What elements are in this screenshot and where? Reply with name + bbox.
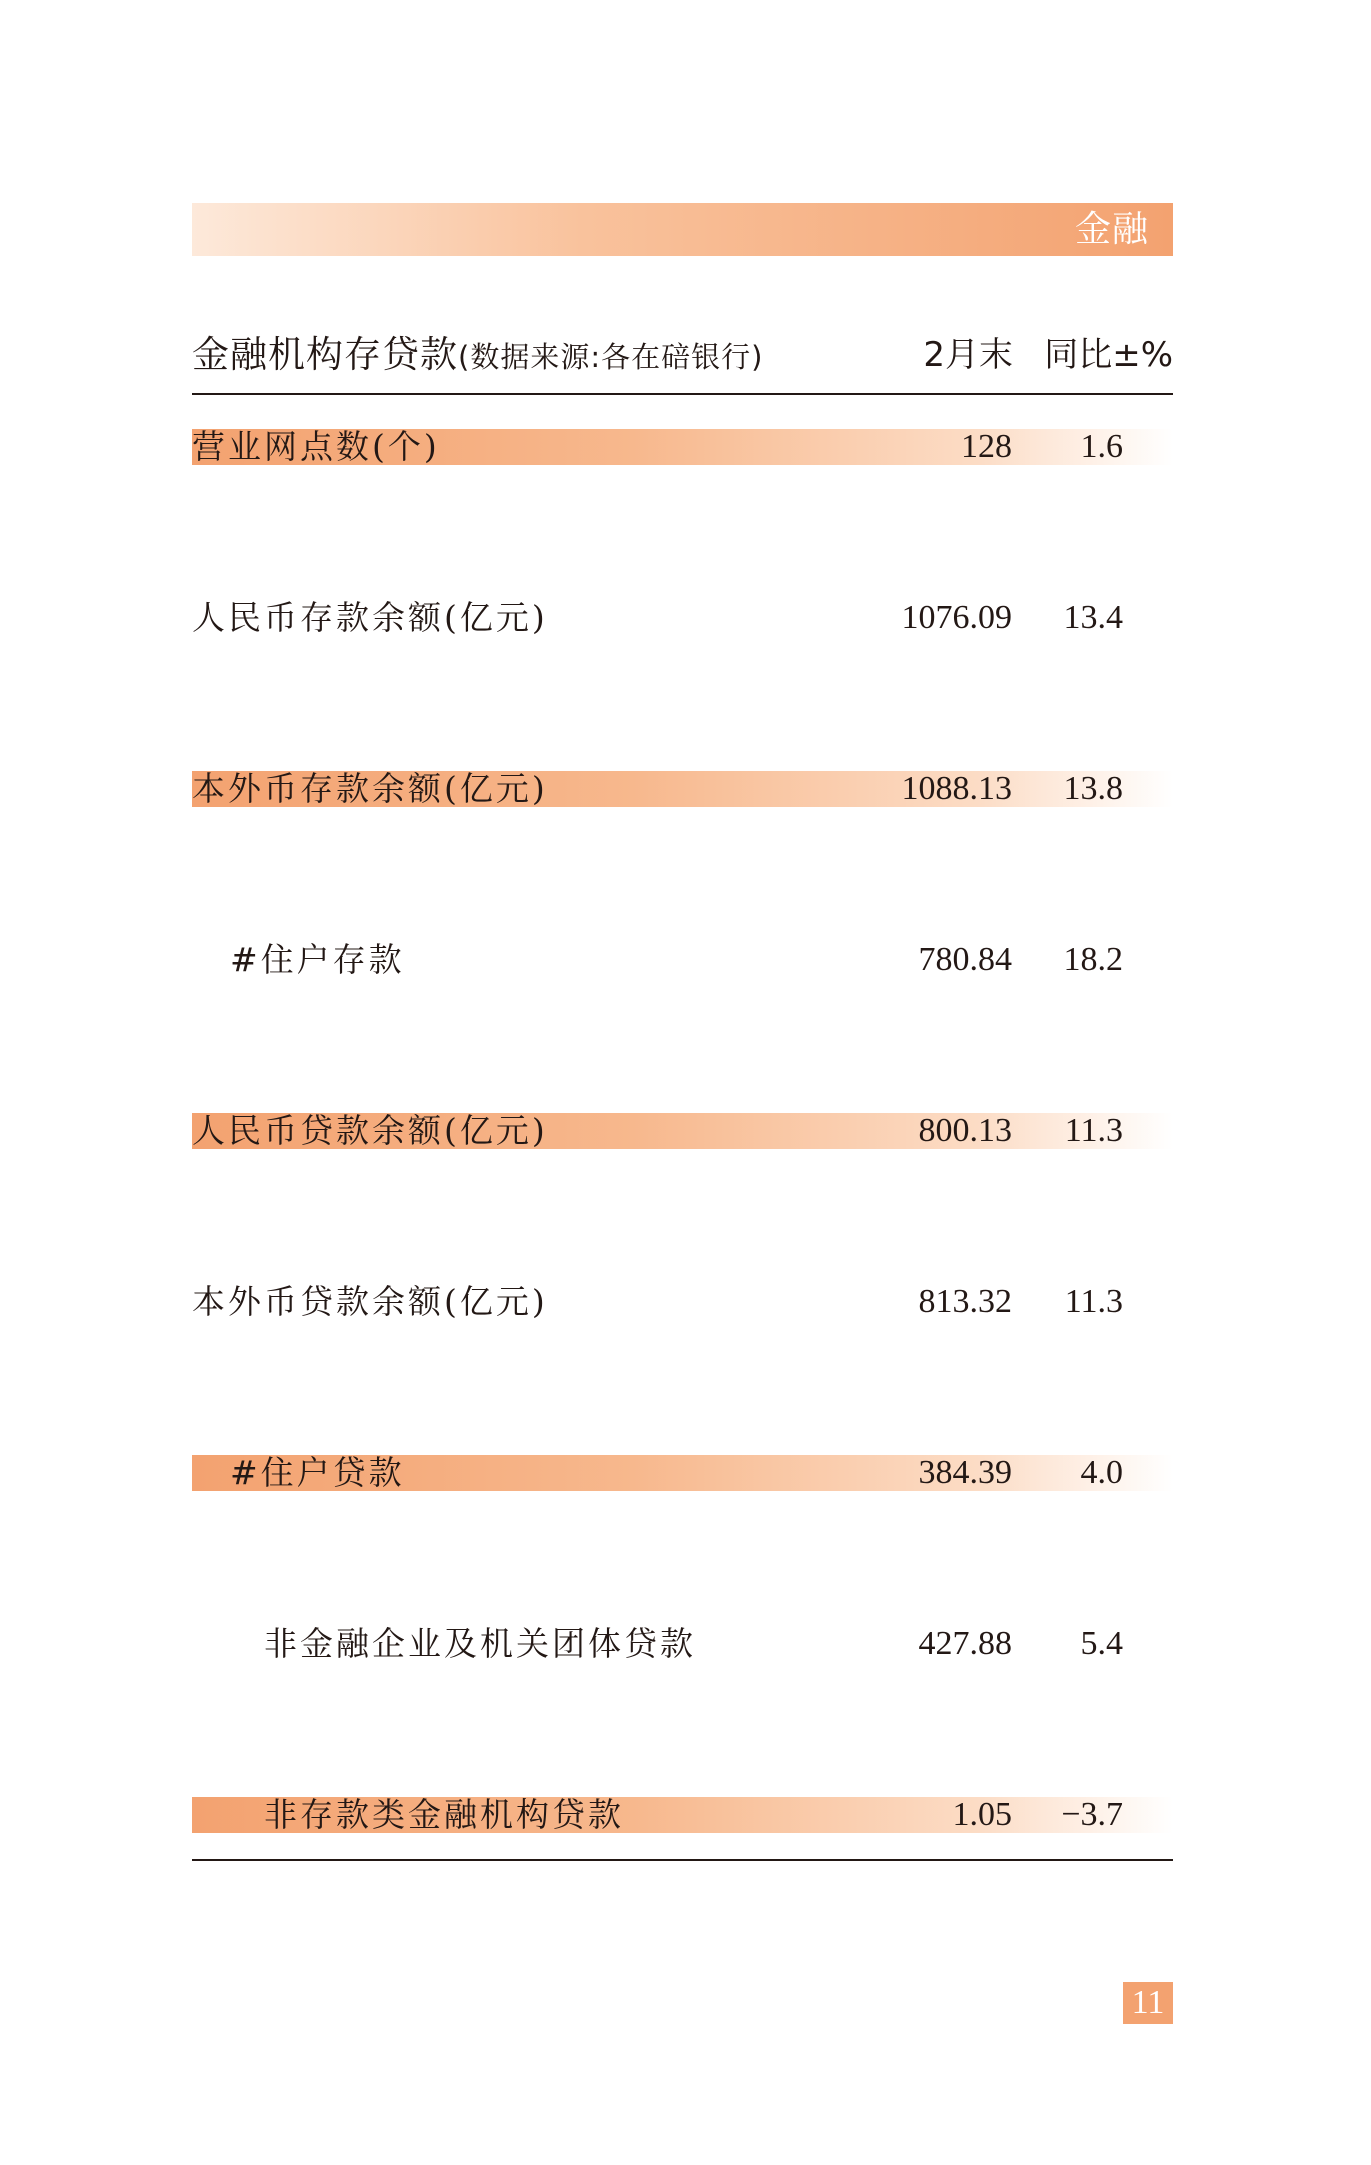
section-title: 金融	[1074, 209, 1149, 250]
row-change: 11.3	[1064, 1283, 1123, 1320]
table-header	[192, 330, 1173, 395]
table-bottom-rule	[192, 1859, 1173, 1861]
row-change: 4.0	[1080, 1454, 1123, 1491]
row-label: 本外币贷款余额(亿元)	[192, 1282, 548, 1321]
table-row	[192, 1113, 1173, 1149]
row-label: 非存款类金融机构贷款	[264, 1795, 624, 1834]
row-label: 本外币存款余额(亿元)	[192, 769, 548, 808]
row-change: 5.4	[1080, 1625, 1123, 1662]
table-row	[192, 600, 1173, 636]
page-number: 11	[1123, 1982, 1173, 2024]
row-value: 128	[961, 428, 1012, 465]
table-row	[192, 1455, 1173, 1491]
row-change: 18.2	[1063, 941, 1123, 978]
row-value: 384.39	[918, 1454, 1012, 1491]
table-row	[192, 942, 1173, 978]
row-label: 人民币贷款余额(亿元)	[192, 1111, 548, 1150]
table-row	[192, 1284, 1173, 1320]
row-value: 427.88	[918, 1625, 1012, 1662]
row-value: 800.13	[918, 1112, 1012, 1149]
row-label: 人民币存款余额(亿元)	[192, 598, 548, 637]
row-value: 780.84	[918, 941, 1012, 978]
row-value: 1088.13	[901, 770, 1012, 807]
row-change: 13.4	[1063, 599, 1123, 636]
row-value: 813.32	[918, 1283, 1012, 1320]
row-change: 11.3	[1064, 1112, 1123, 1149]
table-row	[192, 1797, 1173, 1833]
data-source-note: (数据来源:各在碚银行)	[458, 340, 764, 374]
table-row	[192, 771, 1173, 807]
table-row	[192, 429, 1173, 465]
row-value: 1.05	[952, 1796, 1012, 1833]
row-change: −3.7	[1061, 1796, 1123, 1833]
section-banner	[192, 203, 1173, 256]
table-title-text: 金融机构存贷款	[192, 333, 458, 376]
row-label: 营业网点数(个)	[192, 427, 440, 466]
row-label: #住户存款	[230, 940, 405, 979]
table-row	[192, 1626, 1173, 1662]
row-value: 1076.09	[901, 599, 1012, 636]
table-title	[192, 330, 763, 382]
column-header-period: 2月末	[923, 335, 1013, 375]
row-change: 1.6	[1080, 428, 1123, 465]
column-header-yoy-change: 同比±%	[1044, 335, 1173, 375]
row-label: 非金融企业及机关团体贷款	[264, 1624, 696, 1663]
row-label: #住户贷款	[230, 1453, 405, 1492]
row-change: 13.8	[1063, 770, 1123, 807]
